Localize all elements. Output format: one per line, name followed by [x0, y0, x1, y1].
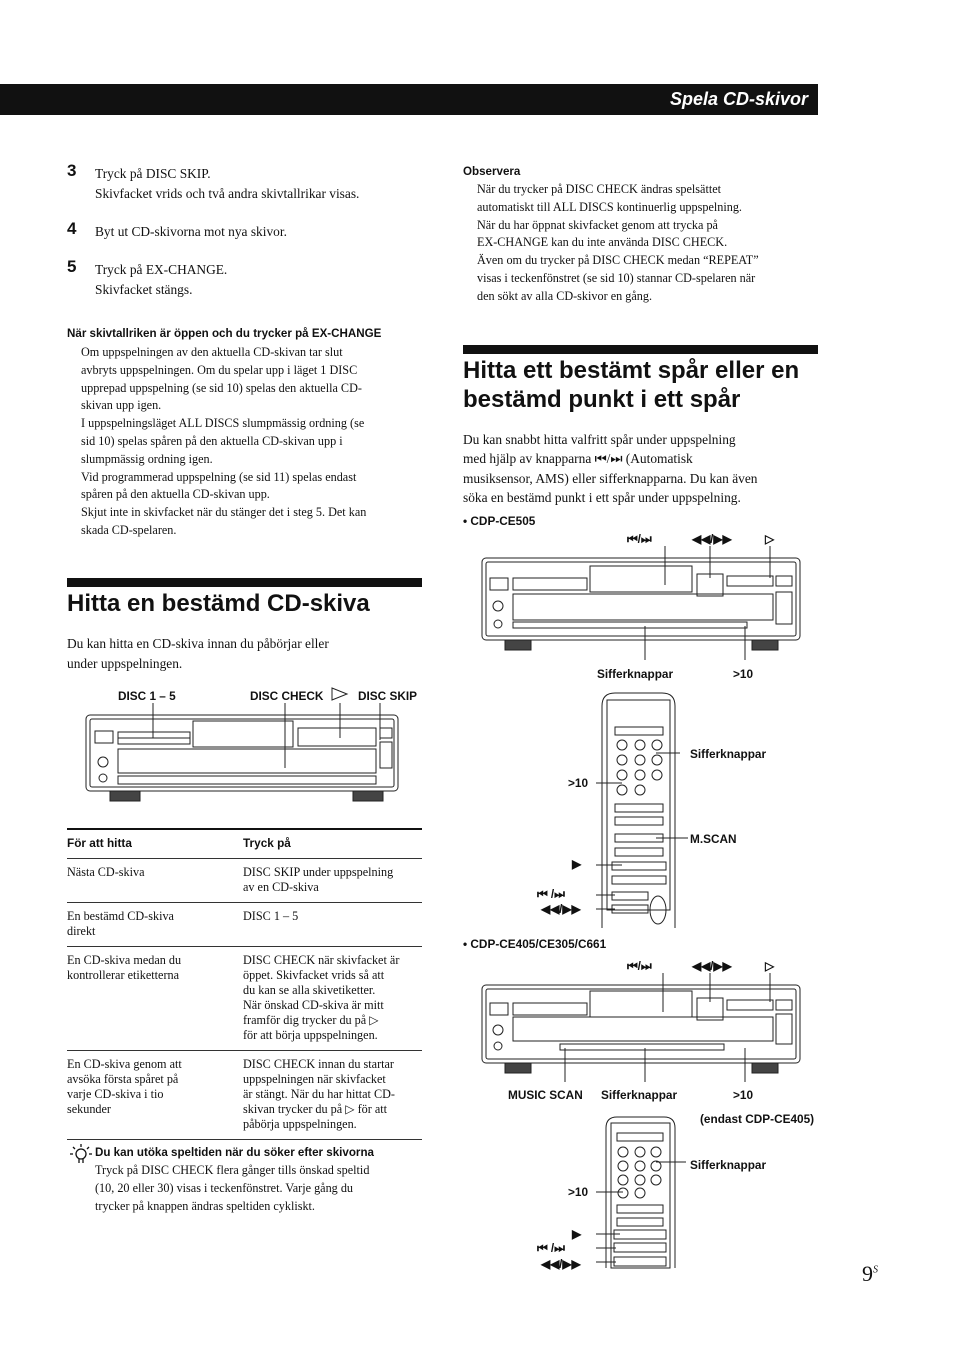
header-title: Spela CD-skivor: [669, 89, 808, 109]
play-label: ▷: [765, 532, 775, 546]
step-number: 5: [67, 257, 77, 276]
search-label: ◀◀/▶▶: [692, 532, 732, 546]
tip-line: trycker på knappen ändras speltiden cykliskt.: [95, 1198, 315, 1213]
tip-line: Tryck på DISC CHECK flera gånger tills önskad speltid: [95, 1163, 370, 1177]
table-cell: Nästa CD-skiva: [67, 859, 243, 903]
observera-line: När du trycker på DISC CHECK ändras spelsättet: [477, 182, 722, 196]
intro-line: Du kan hitta en CD-skiva innan du påbörjar eller: [67, 636, 329, 651]
intro-line: under uppspelningen.: [67, 656, 183, 671]
play-label: ▷: [765, 959, 775, 973]
page-number: $9^S$: [862, 1261, 878, 1286]
model-label: • CDP-CE405/CE305/C661: [463, 937, 607, 951]
numbers-label: Sifferknappar: [690, 1158, 767, 1172]
label-disc-skip: DISC SKIP: [358, 689, 417, 703]
numbers-label: Sifferknappar: [601, 1088, 678, 1102]
numbers-label: Sifferknappar: [690, 747, 767, 761]
step-number: 4: [67, 219, 77, 238]
numbers-label: Sifferknappar: [597, 667, 674, 681]
note-line: avbryts uppspelningen. Om du spelar upp i läget 1 DISC: [81, 362, 358, 377]
ams-filled-label: ⏮ /⏭: [537, 1241, 565, 1255]
table-cell: En bestämd CD-skiva direkt: [67, 903, 243, 947]
note-line: slumpmässig ordning igen.: [81, 451, 213, 466]
section-title: Hitta en bestämd CD-skiva: [67, 590, 370, 617]
mscan-label: M.SCAN: [690, 832, 737, 846]
intro-line: söka en bestämd punkt i ett spår under uppspelning.: [463, 489, 741, 505]
over10-label: >10: [733, 1088, 754, 1102]
search-label: ◀◀/▶▶: [541, 1257, 581, 1271]
note-line: upprepad uppspelning (se sid 10) spelas den aktuella CD-: [81, 380, 362, 395]
music-scan-label: MUSIC SCAN: [508, 1088, 583, 1102]
intro-line: med hjälp av knapparna ⏮/⏭ (Automatisk: [463, 451, 693, 467]
table-cell: En CD-skiva genom att avsöka första spåret på varje CD-skiva i tio sekunder: [67, 1051, 243, 1140]
label-disc-check: DISC CHECK: [250, 689, 324, 703]
search-label: ◀◀/▶▶: [692, 959, 732, 973]
play-filled-label: ▶: [572, 857, 582, 871]
table-cell: DISC CHECK innan du startar uppspelningen när skivfacket är stängt. När du har hittat CD- skivan trycker du på ▷ för att påbörja uppspelningen.: [243, 1051, 422, 1140]
step-line: Tryck på EX-CHANGE.: [95, 262, 228, 277]
table-header: Tryck på: [243, 829, 422, 859]
table-cell: DISC 1 – 5: [243, 903, 422, 947]
over10-label: >10: [568, 1185, 589, 1199]
model-label: • CDP-CE505: [463, 514, 536, 528]
note-line: skivan upp igen.: [81, 398, 162, 413]
note-line: skada CD-spelaren.: [81, 522, 177, 537]
step-line: Skivfacket stängs.: [95, 282, 193, 297]
observera-line: När du har öppnat skivfacket genom att trycka på: [477, 217, 718, 232]
label-disc-1-5: DISC 1 – 5: [118, 689, 176, 703]
exchange-note-title: När skivtallriken är öppen och du trycker på EX-CHANGE: [67, 327, 382, 340]
step-number: 3: [67, 161, 77, 180]
ams-label: ⏮/⏭: [627, 532, 652, 546]
observera-title: Observera: [463, 165, 521, 178]
step-line: Tryck på DISC SKIP.: [95, 166, 211, 181]
table-cell: DISC CHECK när skivfacket är öppet. Skivfacket vrids så att du kan se alla skivetiketter. När önskad CD-skiva är mitt framför dig trycker du på ▷ för att börja uppspelningen.: [243, 947, 422, 1051]
ams-label: ⏮/⏭: [627, 959, 652, 973]
note-line: I uppspelningsläget ALL DISCS slumpmässig ordning (se: [81, 416, 365, 431]
over10-label: >10: [733, 667, 754, 681]
observera-line: Även om du trycker på DISC CHECK medan “REPEAT”: [477, 253, 759, 268]
search-label: ◀◀/▶▶: [541, 902, 581, 916]
note-line: spåren på den aktuella CD-skivan upp.: [81, 487, 270, 502]
play-filled-label: ▶: [572, 1227, 582, 1241]
note-line: Vid programmerad uppspelning (se sid 11) spelas endast: [81, 469, 357, 484]
intro-line: Du kan snabbt hitta valfritt spår under uppspelning: [463, 432, 736, 447]
over10-label: >10: [568, 776, 589, 790]
table-cell: DISC SKIP under uppspelning av en CD-skiva: [243, 859, 422, 903]
table-cell: En CD-skiva medan du kontrollerar etiketterna: [67, 947, 243, 1051]
tip-title: Du kan utöka speltiden när du söker efter skivorna: [95, 1146, 374, 1159]
only-ce405-label: (endast CDP-CE405): [700, 1112, 815, 1126]
observera-line: visas i teckenfönstret (se sid 10) stannar CD-spelaren när: [477, 270, 756, 285]
note-line: sid 10) spelas spåren på den aktuella CD-skivan upp i: [81, 433, 343, 448]
section-title: Hitta ett bestämt spår eller en bestämd punkt i ett spår: [463, 357, 800, 413]
observera-line: automatiskt till ALL DISCS kontinuerlig uppspelning.: [477, 199, 742, 214]
note-line: Skjut inte in skivfacket när du stänger det i steg 5. Det kan: [81, 505, 367, 520]
observera-line: EX-CHANGE kan du inte använda DISC CHECK.: [477, 235, 728, 250]
table-header: För att hitta: [67, 829, 243, 859]
ams-filled-label: ⏮ /⏭: [537, 887, 565, 901]
step-line: Skivfacket vrids och två andra skivtallrikar visas.: [95, 186, 360, 201]
tip-line: (10, 20 eller 30) visas i teckenfönstret. Varje gång du: [95, 1180, 354, 1195]
intro-line: musiksensor, AMS) eller sifferknapparna. Du kan även: [463, 470, 758, 486]
note-line: Om uppspelningen av den aktuella CD-skivan tar slut: [81, 345, 343, 359]
observera-line: den sökt av alla CD-skivor en gång.: [477, 288, 652, 303]
step-text: Byt ut CD-skivorna mot nya skivor.: [95, 224, 287, 239]
